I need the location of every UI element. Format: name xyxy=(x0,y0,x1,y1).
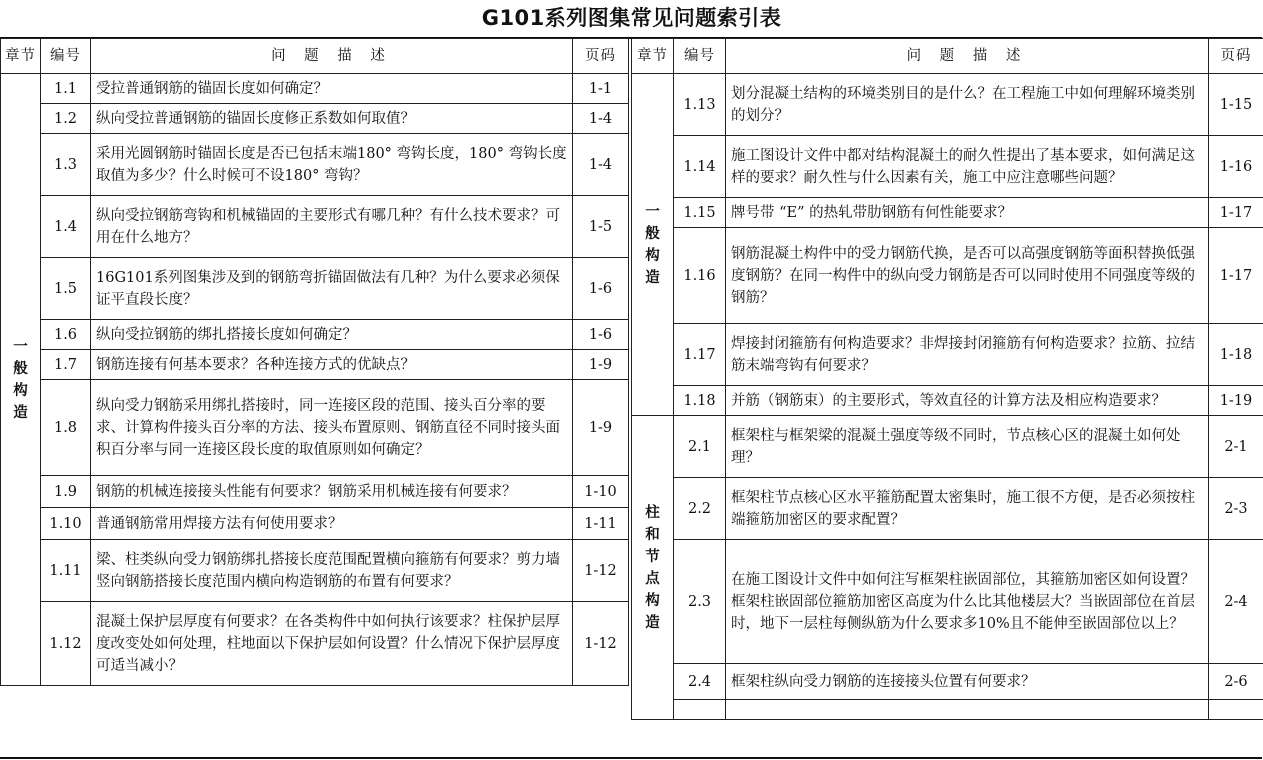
table-row xyxy=(1,602,629,686)
question-number: 1.14 xyxy=(674,136,726,198)
question-number: 1.3 xyxy=(41,134,91,196)
header-page: 页码 xyxy=(1209,39,1263,74)
chapter-label-general: 一般构造 xyxy=(632,74,674,416)
page-number: 1-15 xyxy=(1209,74,1263,136)
question-description: 在施工图设计文件中如何注写框架柱嵌固部位，其箍筋加密区如何设置？框架柱嵌固部位箍筋加密区高度为什么比其他楼层大？当嵌固部位在首层时，地下一层柱每侧纵筋为什么要求多10%且不能伸至嵌固部位以上？ xyxy=(726,540,1209,664)
question-description: 梁、柱类纵向受力钢筋绑扎搭接长度范围配置横向箍筋有何要求？剪力墙竖向钢筋搭接长度范围内横向构造钢筋的布置有何要求？ xyxy=(91,540,573,602)
page-number: 1-10 xyxy=(573,476,629,508)
question-description: 钢筋连接有何基本要求？各种连接方式的优缺点？ xyxy=(91,350,573,380)
page-number: 2-6 xyxy=(1209,664,1263,700)
table-row xyxy=(632,74,1263,136)
question-description: 纵向受拉钢筋弯钩和机械锚固的主要形式有哪几种？有什么技术要求？可用在什么地方？ xyxy=(91,196,573,258)
question-description: 焊接封闭箍筋有何构造要求？非焊接封闭箍筋有何构造要求？拉筋、拉结筋末端弯钩有何要求？ xyxy=(726,324,1209,386)
question-number: 1.13 xyxy=(674,74,726,136)
page-number: 1-18 xyxy=(1209,324,1263,386)
question-number: 1.9 xyxy=(41,476,91,508)
question-description: 纵向受拉普通钢筋的锚固长度修正系数如何取值？ xyxy=(91,104,573,134)
page-number: 1-16 xyxy=(1209,136,1263,198)
header-chapter: 章节 xyxy=(632,39,674,74)
table-row xyxy=(1,476,629,508)
question-description: 牌号带 “E” 的热轧带肋钢筋有何性能要求？ xyxy=(726,198,1209,228)
page-number: 1-9 xyxy=(573,350,629,380)
question-number: 1.4 xyxy=(41,196,91,258)
table-row xyxy=(632,136,1263,198)
index-table-left xyxy=(0,38,629,686)
header-chapter: 章节 xyxy=(1,39,41,74)
question-description: 框架柱与框架梁的混凝土强度等级不同时，节点核心区的混凝土如何处理？ xyxy=(726,416,1209,478)
page-number: 1-17 xyxy=(1209,198,1263,228)
question-number: 2.1 xyxy=(674,416,726,478)
page-number: 2-1 xyxy=(1209,416,1263,478)
table-row xyxy=(1,508,629,540)
page-number: 1-6 xyxy=(573,258,629,320)
table-row xyxy=(1,74,629,104)
page-number: 1-19 xyxy=(1209,386,1263,416)
question-number: 1.2 xyxy=(41,104,91,134)
question-description: 采用光圆钢筋时锚固长度是否已包括末端180° 弯钩长度，180° 弯钩长度取值为多少？什么时候可不设180° 弯钩？ xyxy=(91,134,573,196)
table-row xyxy=(1,320,629,350)
question-description: 框架柱纵向受力钢筋的连接接头位置有何要求？ xyxy=(726,664,1209,700)
question-number: 1.10 xyxy=(41,508,91,540)
table-row xyxy=(1,134,629,196)
page-number: 2-3 xyxy=(1209,478,1263,540)
question-description: 并筋（钢筋束）的主要形式，等效直径的计算方法及相应构造要求？ xyxy=(726,386,1209,416)
header-description: 问 题 描 述 xyxy=(91,39,573,74)
question-number: 1.17 xyxy=(674,324,726,386)
page-number: 1-9 xyxy=(573,380,629,476)
question-description: 纵向受力钢筋采用绑扎搭接时，同一连接区段的范围、接头百分率的要求、计算构件接头百分率的方法、接头布置原则、钢筋直径不同时接头面积百分率与同一连接区段长度的取值原则如何确定？ xyxy=(91,380,573,476)
question-number: 1.11 xyxy=(41,540,91,602)
question-number: 1.8 xyxy=(41,380,91,476)
table-row xyxy=(632,198,1263,228)
question-number: 1.5 xyxy=(41,258,91,320)
table-row xyxy=(632,386,1263,416)
page-number: 1-6 xyxy=(573,320,629,350)
page-number: 1-17 xyxy=(1209,228,1263,324)
question-description: 框架柱节点核心区水平箍筋配置太密集时，施工很不方便，是否必须按柱端箍筋加密区的要求配置？ xyxy=(726,478,1209,540)
question-number: 2.3 xyxy=(674,540,726,664)
table-row xyxy=(1,540,629,602)
empty-row xyxy=(632,700,1263,720)
page-number: 1-4 xyxy=(573,134,629,196)
table-row xyxy=(632,416,1263,478)
table-row xyxy=(632,540,1263,664)
page-number: 2-4 xyxy=(1209,540,1263,664)
page-number: 1-12 xyxy=(573,602,629,686)
header-number: 编号 xyxy=(41,39,91,74)
table-row xyxy=(1,380,629,476)
question-number: 2.2 xyxy=(674,478,726,540)
question-description: 混凝土保护层厚度有何要求？在各类构件中如何执行该要求？柱保护层厚度改变处如何处理，柱地面以下保护层如何设置？什么情况下保护层厚度可适当减小？ xyxy=(91,602,573,686)
table-row xyxy=(632,478,1263,540)
page-number: 1-5 xyxy=(573,196,629,258)
page-title: G101系列图集常见问题索引表 xyxy=(481,6,782,30)
question-number: 1.18 xyxy=(674,386,726,416)
question-number: 1.6 xyxy=(41,320,91,350)
header-number: 编号 xyxy=(674,39,726,74)
question-description: 钢筋混凝土构件中的受力钢筋代换，是否可以高强度钢筋等面积替换低强度钢筋？在同一构件中的纵向受力钢筋是否可以同时使用不同强度等级的钢筋？ xyxy=(726,228,1209,324)
question-description: 16G101系列图集涉及到的钢筋弯折锚固做法有几种？为什么要求必须保证平直段长度？ xyxy=(91,258,573,320)
table-row xyxy=(1,350,629,380)
index-table-right xyxy=(631,38,1263,720)
table-row xyxy=(1,104,629,134)
question-number: 1.16 xyxy=(674,228,726,324)
table-header-row xyxy=(632,39,1263,74)
question-number: 1.15 xyxy=(674,198,726,228)
question-description: 钢筋的机械连接接头性能有何要求？钢筋采用机械连接有何要求？ xyxy=(91,476,573,508)
question-number: 1.1 xyxy=(41,74,91,104)
header-description: 问 题 描 述 xyxy=(726,39,1209,74)
chapter-label-column: 柱和节点构造 xyxy=(632,416,674,720)
question-number: 2.4 xyxy=(674,664,726,700)
page-number: 1-11 xyxy=(573,508,629,540)
page-number: 1-12 xyxy=(573,540,629,602)
header-page: 页码 xyxy=(573,39,629,74)
question-description: 划分混凝土结构的环境类别目的是什么？在工程施工中如何理解环境类别的划分？ xyxy=(726,74,1209,136)
table-header-row xyxy=(1,39,629,74)
page-number: 1-1 xyxy=(573,74,629,104)
table-row xyxy=(1,258,629,320)
question-description: 普通钢筋常用焊接方法有何使用要求？ xyxy=(91,508,573,540)
table-row xyxy=(1,196,629,258)
question-description: 受拉普通钢筋的锚固长度如何确定？ xyxy=(91,74,573,104)
question-number: 1.12 xyxy=(41,602,91,686)
table-row xyxy=(632,664,1263,700)
question-description: 纵向受拉钢筋的绑扎搭接长度如何确定？ xyxy=(91,320,573,350)
question-description: 施工图设计文件中都对结构混凝土的耐久性提出了基本要求，如何满足这样的要求？耐久性与什么因素有关，施工中应注意哪些问题？ xyxy=(726,136,1209,198)
question-number: 1.7 xyxy=(41,350,91,380)
chapter-label-general: 一般构造 xyxy=(1,74,41,686)
table-row xyxy=(632,324,1263,386)
page-number: 1-4 xyxy=(573,104,629,134)
table-row xyxy=(632,228,1263,324)
